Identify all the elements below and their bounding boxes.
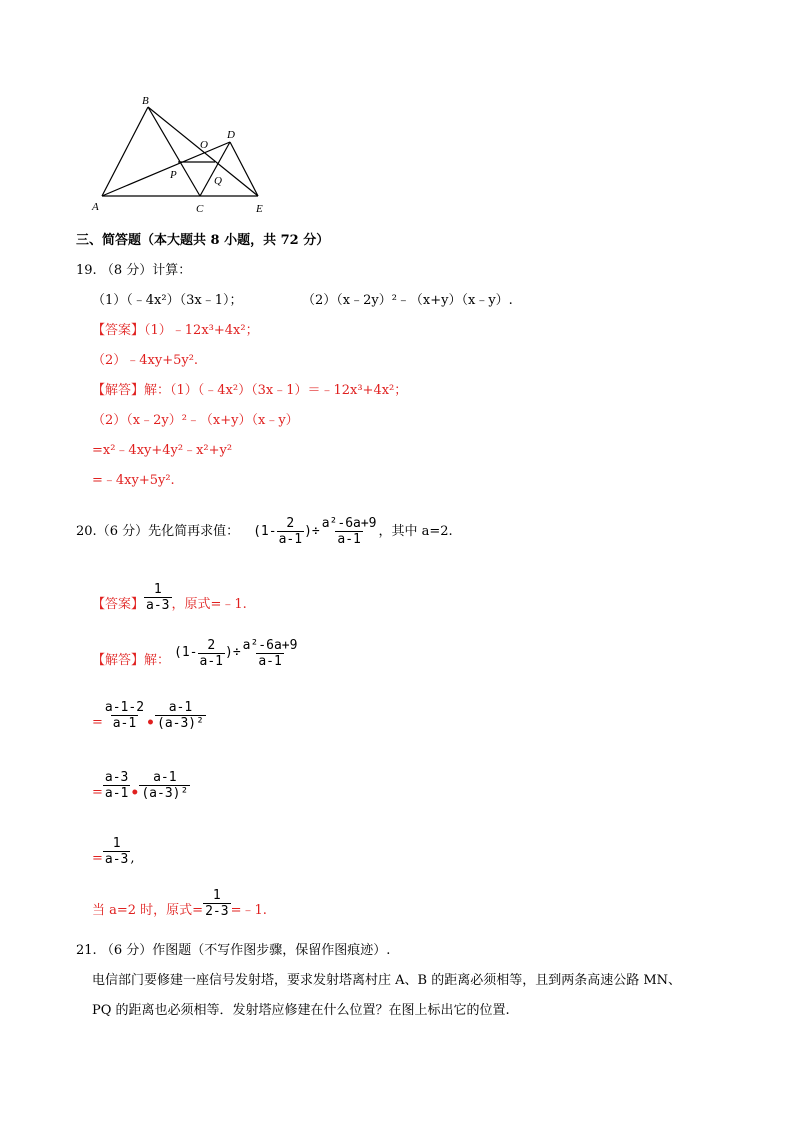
- expr-open: (1-: [253, 523, 277, 539]
- sol-expr-fraction-1: $\frac{2}{a-1}$: [199, 637, 223, 669]
- expr-fraction-1: $\frac{2}{a-1}$: [278, 516, 303, 547]
- solution-tag: 【解答】: [92, 653, 145, 668]
- expr-close-div: )÷: [304, 523, 320, 539]
- q20-expression: [253, 516, 378, 547]
- label-A: A: [92, 201, 99, 213]
- label-O: O: [200, 139, 208, 151]
- eq-sign: =: [92, 785, 103, 800]
- final-prefix: 当 a=2 时，原式=: [92, 903, 204, 918]
- geometry-figure: [90, 92, 280, 217]
- q20-number: 20.: [76, 523, 97, 539]
- eq-sign: =: [92, 851, 103, 866]
- q21-number: 21.: [76, 943, 97, 958]
- segment-BC: [148, 107, 200, 196]
- q21-header: [76, 942, 390, 960]
- q20-step3: [92, 834, 135, 868]
- label-E: E: [256, 203, 263, 215]
- q20-stem-tail: ，其中 a=2.: [378, 523, 453, 539]
- solution-prefix: 解：: [144, 653, 171, 668]
- q19-number: 19.: [76, 263, 97, 278]
- sol-expr-fraction-2: $\frac{\text{a²-6a+9}}{a-1}$: [242, 637, 298, 669]
- step1-fraction-2: $\frac{a-1}{\text{(a-3)²}}$: [157, 699, 204, 731]
- expr-fraction-2: $\frac{\text{a²-6a+9}}{a-1}$: [321, 516, 377, 547]
- q20-final: [92, 886, 267, 920]
- q19-part1: （1）（﹣4x²）（3x﹣1）；: [92, 293, 243, 308]
- q21-line2: PQ 的距离也必须相等．发射塔应修建在什么位置？在图上标出它的位置.: [92, 1003, 510, 1018]
- q19-sol-line3: =x²﹣4xy+4y²﹣x²+y²: [92, 443, 233, 458]
- answer-tag: 【答案】: [92, 597, 145, 612]
- q20-answer: [92, 580, 247, 614]
- q19-sol-line2: （2）（x﹣2y）²﹣（x+y）（x﹣y）: [92, 413, 299, 428]
- answer-tag: 【答案】: [92, 323, 145, 338]
- label-B: B: [142, 95, 149, 107]
- section-title: 三、简答题（本大题共 8 小题，共 72 分）: [76, 233, 330, 248]
- final-fraction: $\frac{1}{2-3}$: [205, 887, 229, 919]
- q20-answer-tail: ，原式=﹣1.: [171, 597, 247, 612]
- label-D: D: [227, 129, 235, 141]
- step2-fraction-2: $\frac{a-1}{\text{(a-3)²}}$: [141, 769, 189, 801]
- label-Q: Q: [214, 175, 222, 187]
- segment-DE: [230, 142, 258, 196]
- step1-fraction-1: $\frac{a-1-2}{a-1}$: [104, 699, 145, 731]
- label-C: C: [196, 203, 204, 215]
- q19-header: [76, 262, 191, 280]
- q20-step1: [92, 698, 206, 732]
- q20-stem: （6 分）先化简再求值：: [96, 523, 240, 539]
- q20-step2: [92, 768, 190, 802]
- q19-answer2: （2）﹣4xy+5y².: [92, 353, 199, 368]
- q19-stem: （8 分）计算：: [100, 263, 192, 278]
- multiply-dot: •: [146, 715, 155, 731]
- sol-expr-close-div: )÷: [225, 645, 241, 660]
- segment-BE: [148, 107, 258, 196]
- q19-part2: （2）（x﹣2y）²﹣（x+y）（x﹣y）.: [302, 293, 513, 308]
- final-tail: =﹣1.: [230, 903, 267, 918]
- q19-solution: [92, 382, 407, 400]
- solution-tag: 【解答】: [92, 383, 145, 398]
- q20-solution: [92, 636, 299, 670]
- segment-AB: [102, 107, 148, 196]
- q19-sol-line1: 解：（1）（﹣4x²）（3x﹣1）＝﹣12x³+4x²；: [144, 383, 408, 398]
- step2-fraction-1: $\frac{a-3}{a-1}$: [104, 769, 129, 801]
- q19-sol-line4: =﹣4xy+5y².: [92, 473, 175, 488]
- segment-AD: [102, 142, 230, 196]
- q19-answer: [92, 322, 259, 340]
- q19-answer1: （1）﹣12x³+4x²；: [144, 323, 259, 338]
- sol-expr-open: (1-: [174, 645, 198, 660]
- step3-tail: ,: [130, 851, 135, 866]
- q21-stem: （6 分）作图题（不写作图步骤，保留作图痕迹）.: [100, 943, 391, 958]
- step3-fraction: $\frac{1}{a-3}$: [104, 835, 129, 867]
- eq-sign: =: [92, 715, 103, 730]
- q21-line1: 电信部门要修建一座信号发射塔，要求发射塔离村庄 A、B 的距离必须相等，且到两条高速公路 MN、: [92, 973, 682, 988]
- q20-answer-fraction: $\frac{1}{a-3}$: [146, 581, 170, 613]
- multiply-dot: •: [130, 785, 140, 801]
- q20-header: [76, 516, 453, 547]
- label-P: P: [170, 169, 177, 181]
